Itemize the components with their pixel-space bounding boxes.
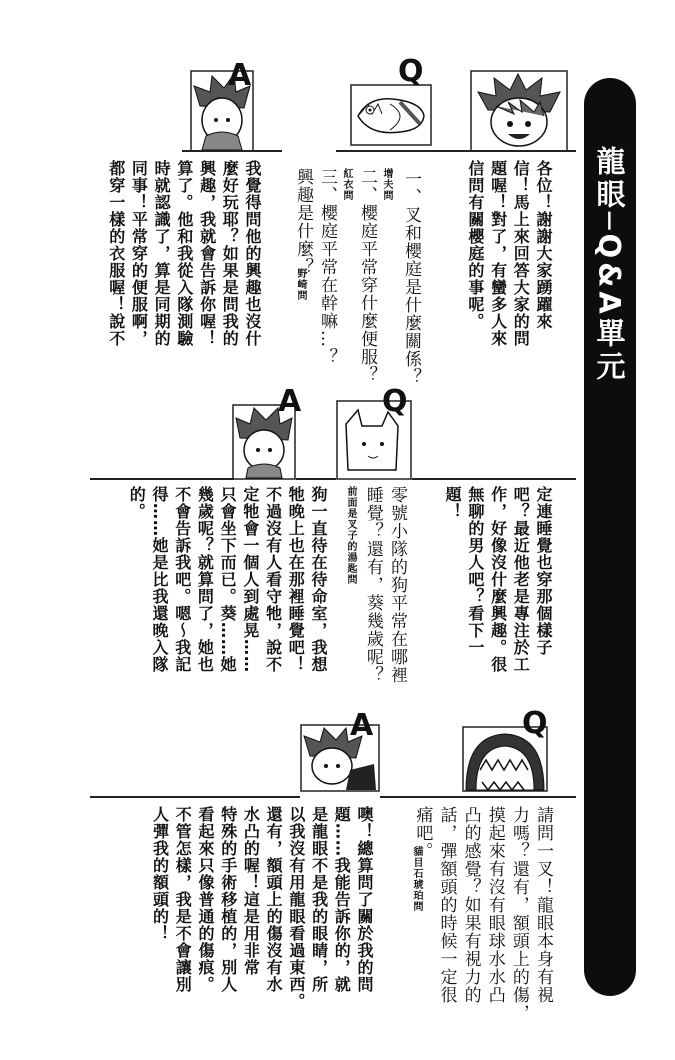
title-banner xyxy=(584,78,636,996)
section-divider xyxy=(380,796,576,798)
section-divider xyxy=(336,150,576,152)
page-title: 龍眼─Q&A單元 xyxy=(592,146,627,384)
question-text: 請問一叉！龍眼本身有視 力嗎？還有，額頭上的傷， 摸起來有沒有眼球水水凸 凸的感覺？如果有視力的 話，彈額頭的時候一定很 痛吧。 xyxy=(412,806,553,1022)
q-marker: Q xyxy=(522,706,548,741)
answer-text: 我覺得問他的興趣也沒什 麼好玩耶？如果是問我的 興趣，我就會告訴你喔！ 算了。他和我從入隊測驗 時就認識了，算是同期的 同事！平常穿的便服啊， 都穿一樣的衣服喔！說不 xyxy=(106,160,262,347)
answer-continuation-text: 定連睡覺也穿那個樣子 吧？最近他老是專注於工 作，好像沒什麼興趣。很 無聊的男人吧？看下一 題！ xyxy=(443,486,553,673)
character-avatar-icon xyxy=(470,70,568,152)
asker-signature: 紅衣問 xyxy=(341,168,352,201)
answer-text: 狗一直待在待命室，我想 牠晚上也在那裡睡覺吧！ 不過沒有人看守牠，說不 定牠會一個人到處晃…… 只會坐下而已。葵……她 幾歲呢？就算問了，她也 不會告訴我吧。嗯～我記 得……她是比我還晚入隊 的。 xyxy=(127,486,328,673)
section-divider xyxy=(90,478,234,480)
question-text: 零號小隊的狗平常在哪裡 睡覺？還有，葵幾歲呢？ xyxy=(362,486,407,684)
question-1: 一、叉和櫻庭是什麼關係？ xyxy=(401,170,421,386)
question-2: 二、櫻庭平常穿什麼便服？ xyxy=(357,168,377,384)
question-3-cont: 興趣是什麼？ xyxy=(293,168,313,276)
intro-text: 各位！謝謝大家踴躍來 信！馬上來回答大家的問 題喔！對了，有蠻多人來 信問有關櫻庭的事呢。 xyxy=(465,160,553,347)
asker-signature: 野崎問 xyxy=(295,268,306,301)
q-marker: Q xyxy=(398,54,424,89)
question-3: 三、櫻庭平常在幹嘛…？ xyxy=(317,168,337,366)
q-marker: Q xyxy=(382,384,408,419)
a-marker: A xyxy=(350,708,374,743)
asker-signature: 前面是叉子的湯匙問 xyxy=(345,486,356,585)
section-divider xyxy=(182,150,282,152)
fish-mascot-icon xyxy=(350,84,432,146)
a-marker: A xyxy=(228,58,252,93)
section-divider xyxy=(296,478,336,480)
asker-signature: 增夫問 xyxy=(381,168,392,201)
section-divider xyxy=(412,478,576,480)
a-marker: A xyxy=(278,384,302,419)
asker-signature: 貓目石琥珀問 xyxy=(411,846,422,912)
section-divider xyxy=(90,796,300,798)
answer-text: 噢！總算問了關於我的問 題……我能告訴你的，就 是龍眼不是我的眼睛，所 以我沒有用龍眼看過東西。 還有，額頭上的傷沒有水 水凸的喔！這是用非常 特殊的手術移植的，別人 看起來只像普通的傷痕。 不管怎樣，我是不會讓別 人彈我的額頭的！ xyxy=(150,806,374,1010)
